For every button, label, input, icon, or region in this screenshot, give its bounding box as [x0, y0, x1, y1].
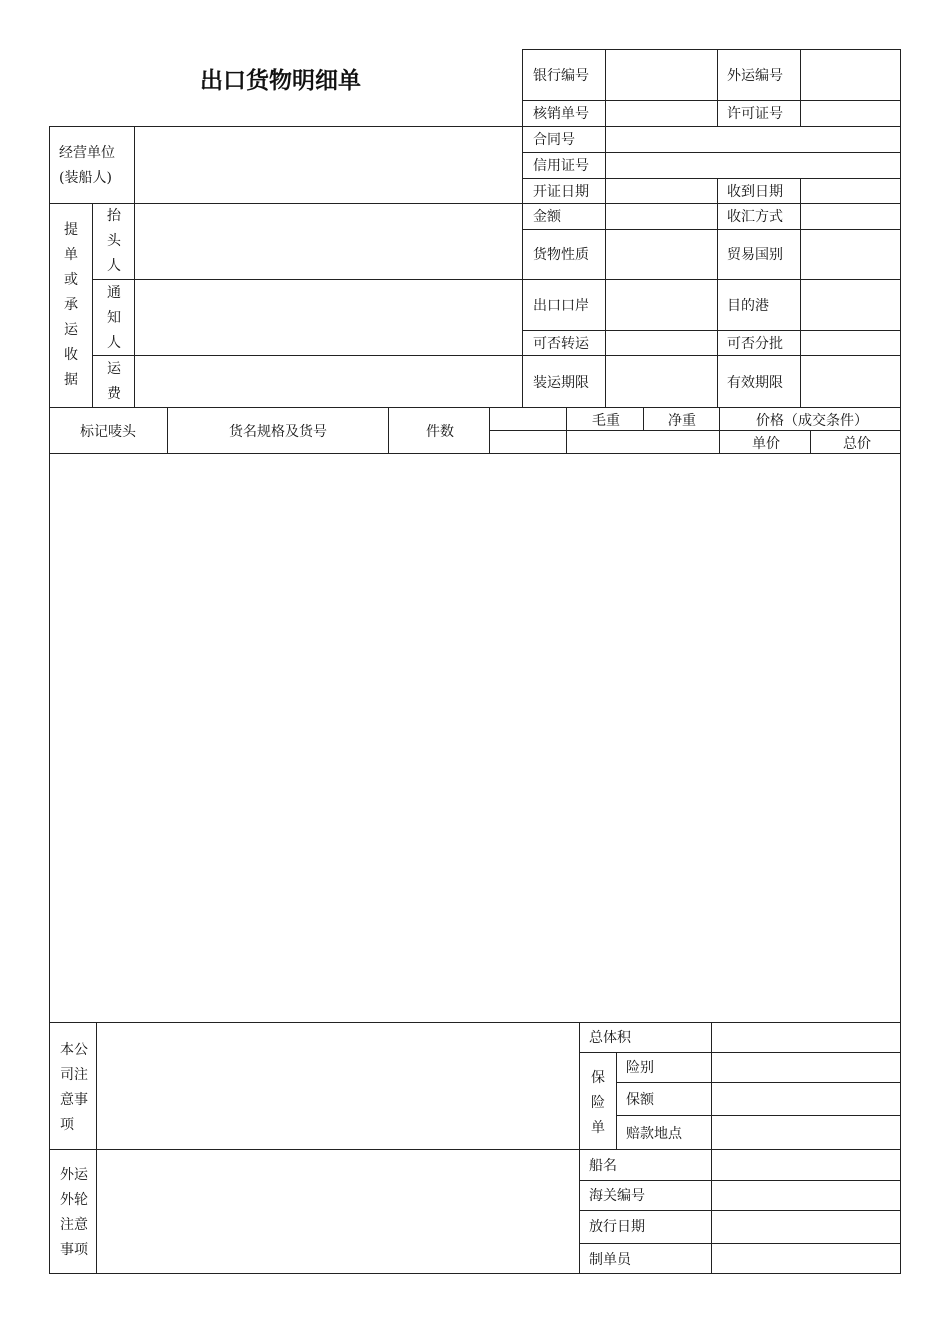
header-marks: 标记唛头 — [80, 424, 136, 440]
label-total-volume: 总体积 — [589, 1030, 631, 1046]
label-shipper: 经营单位 (装船人) — [59, 145, 115, 186]
field-insurance-amount[interactable] — [712, 1083, 900, 1115]
label-verification-no: 核销单号 — [533, 106, 589, 122]
header-description: 货名规格及货号 — [229, 424, 327, 440]
header-packages: 件数 — [426, 424, 454, 440]
header-net-weight: 净重 — [668, 413, 696, 429]
header-gross-weight: 毛重 — [592, 413, 620, 429]
label-transshipment: 可否转运 — [533, 336, 589, 352]
field-forwarder-notes[interactable] — [97, 1150, 579, 1273]
field-shipper[interactable] — [135, 127, 522, 203]
label-vessel: 船名 — [589, 1158, 617, 1174]
header-total-price: 总价 — [843, 436, 871, 452]
label-export-port: 出口口岸 — [533, 298, 589, 314]
field-total-volume[interactable] — [712, 1023, 900, 1052]
label-issue-date: 开证日期 — [533, 184, 589, 200]
label-lc-no: 信用证号 — [533, 158, 589, 174]
header-price: 价格（成交条件） — [756, 413, 868, 429]
form-title: 出口货物明细单 — [200, 68, 361, 94]
label-destination-port: 目的港 — [727, 298, 769, 314]
field-freight-no[interactable] — [801, 50, 900, 100]
label-notify-party: 通 知 人 — [107, 285, 121, 351]
goods-details-area[interactable] — [50, 454, 900, 1022]
label-freight: 运 费 — [107, 361, 121, 402]
label-insurance-amount: 保额 — [626, 1092, 654, 1108]
field-freight[interactable] — [135, 356, 522, 407]
label-contract-no: 合同号 — [533, 132, 575, 148]
label-partial-shipment: 可否分批 — [727, 336, 783, 352]
label-release-date: 放行日期 — [589, 1219, 645, 1235]
label-preparer: 制单员 — [589, 1252, 631, 1268]
label-consignee: 抬 头 人 — [107, 208, 121, 274]
field-insurance-type[interactable] — [712, 1053, 900, 1082]
field-preparer[interactable] — [712, 1244, 900, 1273]
field-claim-place[interactable] — [712, 1116, 900, 1149]
label-receipt-date: 收到日期 — [727, 184, 783, 200]
label-trade-country: 贸易国别 — [727, 247, 783, 263]
field-customs-no[interactable] — [712, 1181, 900, 1210]
label-shipment-deadline: 装运期限 — [533, 375, 589, 391]
label-validity-period: 有效期限 — [727, 375, 783, 391]
field-bank-no[interactable] — [606, 50, 717, 100]
label-remittance-method: 收汇方式 — [727, 209, 783, 225]
label-freight-no: 外运编号 — [727, 68, 783, 84]
field-company-notes[interactable] — [97, 1023, 579, 1149]
label-insurance-type: 险别 — [626, 1060, 654, 1076]
label-claim-place: 赔款地点 — [626, 1126, 682, 1142]
label-bank-no: 银行编号 — [533, 68, 589, 84]
field-verification-no[interactable] — [606, 101, 717, 126]
label-insurance-policy: 保 险 单 — [591, 1070, 605, 1136]
label-goods-nature: 货物性质 — [533, 247, 589, 263]
field-contract-no[interactable] — [606, 127, 900, 152]
label-customs-no: 海关编号 — [589, 1188, 645, 1204]
label-amount: 金额 — [533, 209, 561, 225]
field-release-date[interactable] — [712, 1211, 900, 1243]
field-vessel[interactable] — [712, 1150, 900, 1180]
label-company-notes: 本公 司注 意事 项 — [60, 1042, 88, 1133]
header-unit-price: 单价 — [752, 436, 780, 452]
label-bill-of-lading: 提 单 或 承 运 收 据 — [64, 222, 78, 388]
label-forwarder-notes: 外运 外轮 注意 事项 — [60, 1167, 88, 1258]
field-notify-party[interactable] — [135, 280, 522, 355]
field-license-no[interactable] — [801, 101, 900, 126]
field-lc-no[interactable] — [606, 153, 900, 178]
field-consignee[interactable] — [135, 204, 522, 279]
label-license-no: 许可证号 — [727, 106, 783, 122]
